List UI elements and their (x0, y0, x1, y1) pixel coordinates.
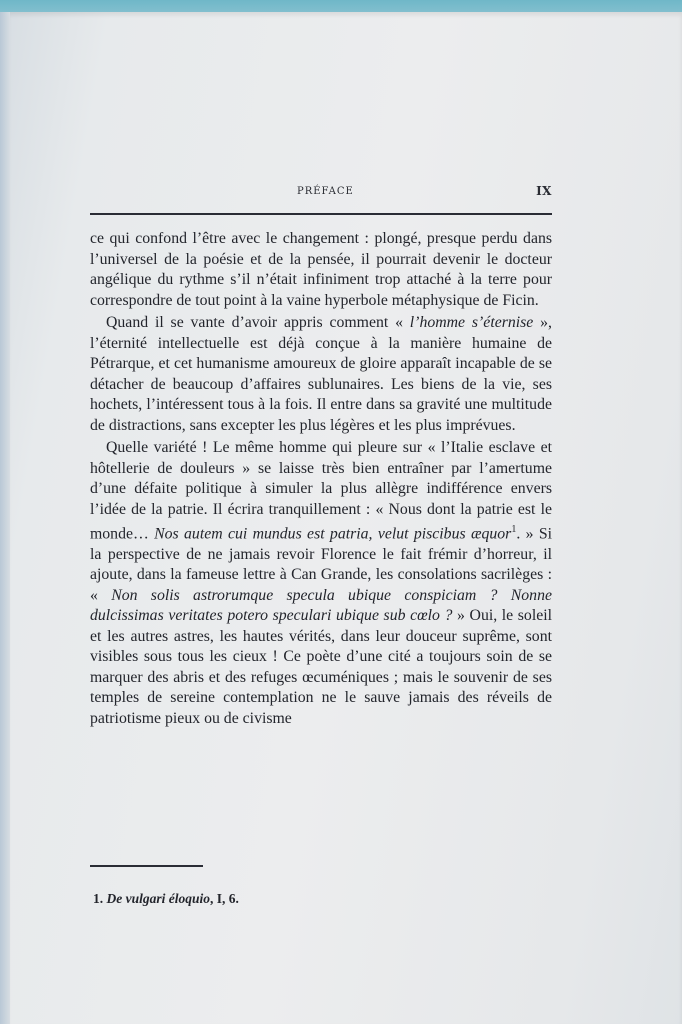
paragraph-1-text: ce qui confond l’être avec le changement : plongé, presque perdu dans l’universel de la poésie et de la pensée, il pourrait devenir le docteur angélique du rythme s’il n’était infiniment trop attaché à la terre pour correspondre de tout point à la vaine hyperbole métaphysique de Ficin. (90, 230, 552, 309)
running-head-title: PRÉFACE (297, 186, 354, 197)
paragraph-3-italic-latin: Non solis astrorumque specula ubique conspiciam ? Nonne dulcissimas veritates potero speculari ubique sub cœlo ? (90, 586, 552, 625)
paragraph-2 (90, 313, 552, 436)
footnote (93, 891, 239, 907)
footnote-number: 1. (93, 891, 104, 906)
paragraph-1 (90, 229, 552, 311)
paragraph-2-text-b: », l’éternité intellectuelle est déjà conçue à la manière humaine de Pétrarque, et cet humanisme amoureux de gloire apparaît incapable de se détacher de beaucoup d’affaires sublunaires. Les biens de la vie, ses hochets, l’intéressent tous à la fois. Il entre dans sa gravité une multitude de distractions, sans excepter les plus légères et les plus imprévues. (90, 314, 553, 434)
footnote-rule (90, 865, 203, 867)
footnote-reference: , I, 6. (210, 891, 239, 906)
paragraph-2-text-a: Quand il se vante d’avoir appris comment « (106, 314, 410, 331)
paragraph-3-text-a: Quelle variété ! Le même homme qui pleure sur « l’Italie esclave et hôtellerie de douleurs » se laisse très bien entraîner par l’amertume d’une défaite politique à simuler la plus allègre indifférence envers l’idée de la patrie. Il écrira tranquillement : « Nous dont la patrie est le monde… (90, 439, 552, 543)
paragraph-3-text-c: » Oui, le soleil et les autres astres, les hautes vérités, dans leur douceur suprême, sont visibles sous tous les cieux ! Ce poète d’une cité a toujours soin de se marquer des abris et des refuges œcuméniques ; mais le souvenir de ses temples de sereine contemplation ne le sauve jamais des réveils de patriotisme pieux ou de civisme (90, 607, 552, 727)
footnote-title: De vulgari éloquio (106, 891, 210, 906)
body-text (90, 229, 552, 729)
paragraph-3-text-b: . » Si la perspective de ne jamais revoir Florence le fait frémir d’horreur, il ajoute, dans la fameuse lettre à Can Grande, les consolations sacrilèges : « (90, 525, 552, 604)
paragraph-3-italic-quote: Nos autem cui mundus est patria, velut piscibus æquor (154, 525, 512, 543)
page-edge (0, 12, 10, 1024)
paragraph-2-italic: l’homme s’éternise (409, 314, 534, 331)
footnote-marker: 1 (511, 524, 517, 535)
header-rule (90, 213, 552, 215)
page-number: IX (536, 184, 552, 198)
paragraph-3 (90, 438, 552, 729)
running-head (90, 186, 552, 202)
